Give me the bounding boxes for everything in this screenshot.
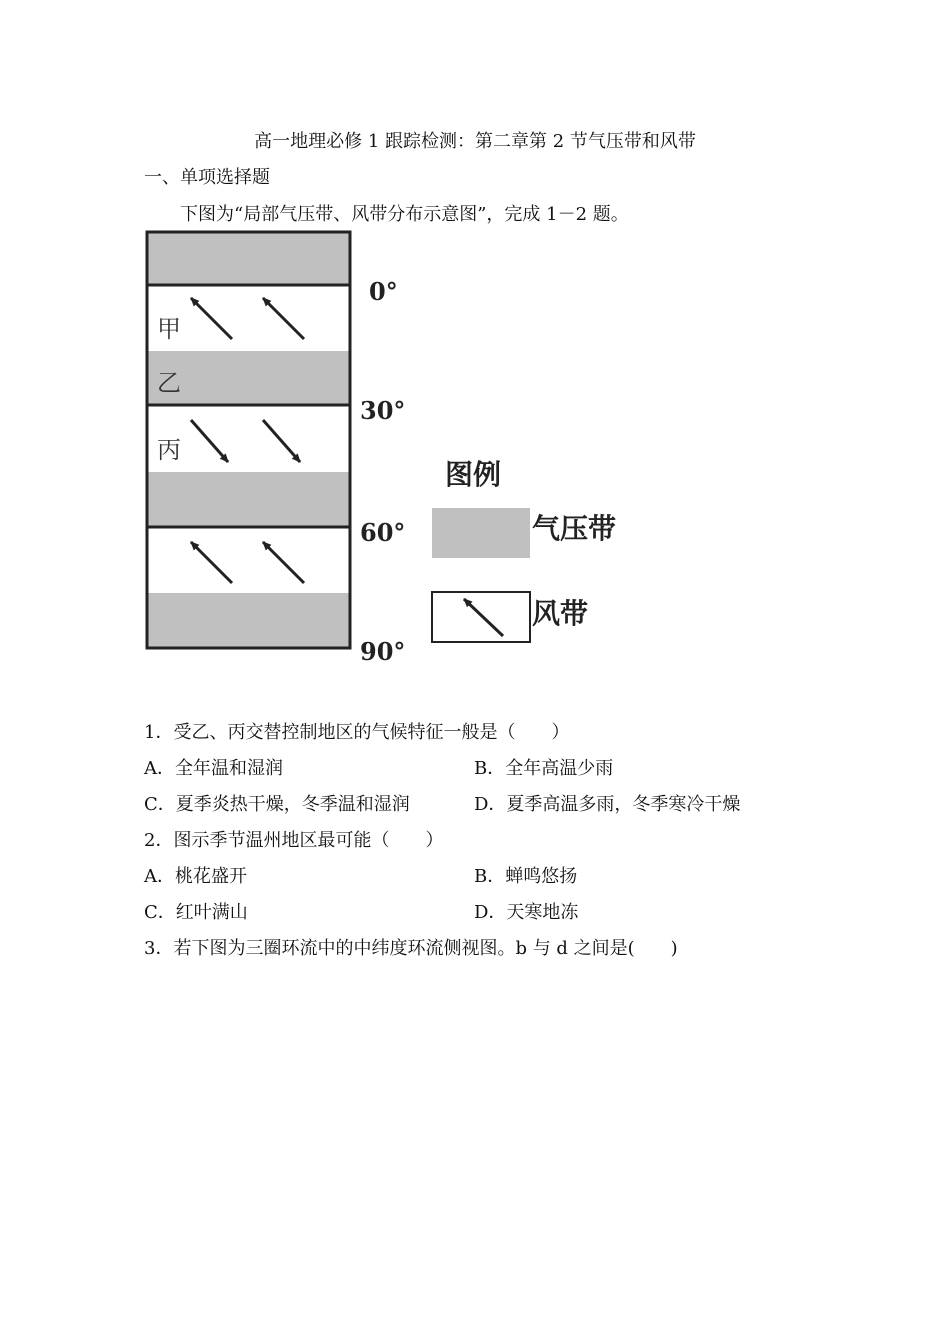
legend-pressure-swatch — [432, 508, 530, 558]
question-1-option-c: C．夏季炎热干燥，冬季温和湿润 — [144, 794, 410, 815]
figure-intro: 下图为“局部气压带、风带分布示意图”，完成 1－2 题。 — [180, 204, 629, 225]
question-3-stem: 3．若下图为三圈环流中的中纬度环流侧视图。b 与 d 之间是( ) — [144, 938, 678, 959]
wind-arrow-polar-1 — [191, 542, 232, 583]
legend-wind-label: 风带 — [532, 597, 589, 630]
wind-arrow-bing-1 — [191, 420, 228, 462]
question-2-stem: 2．图示季节温州地区最可能（ ） — [144, 830, 444, 851]
legend-pressure-label: 气压带 — [532, 512, 617, 545]
pressure-belt-polar — [147, 593, 350, 648]
question-2-option-b: B．蝉鸣悠扬 — [474, 866, 578, 887]
pressure-wind-belt-figure — [140, 225, 640, 665]
wind-arrow-jia-1 — [191, 298, 232, 339]
latitude-label-60: 60° — [360, 518, 406, 547]
wind-arrow-polar-2 — [263, 542, 304, 583]
zone-label-yi: 乙 — [157, 369, 181, 397]
latitude-label-30: 30° — [360, 396, 406, 425]
question-1-option-a: A．全年温和湿润 — [144, 758, 283, 779]
question-1-stem: 1．受乙、丙交替控制地区的气候特征一般是（ ） — [144, 722, 570, 743]
zone-label-bing: 丙 — [157, 436, 181, 464]
question-1-option-b: B．全年高温少雨 — [474, 758, 614, 779]
latitude-label-0: 0° — [369, 277, 398, 306]
pressure-belt-equatorial — [147, 232, 350, 285]
page-title: 高一地理必修 1 跟踪检测：第二章第 2 节气压带和风带 — [254, 131, 696, 152]
legend-title: 图例 — [445, 458, 502, 491]
question-1-option-d: D．夏季高温多雨，冬季寒冷干燥 — [474, 794, 741, 815]
wind-arrow-bing-2 — [263, 420, 300, 462]
question-2-option-d: D．天寒地冻 — [474, 902, 579, 923]
question-2-option-a: A．桃花盛开 — [144, 866, 247, 887]
zone-label-jia: 甲 — [157, 315, 181, 343]
wind-arrow-jia-2 — [263, 298, 304, 339]
section-heading: 一、单项选择题 — [144, 167, 270, 188]
pressure-belt-subpolar — [147, 472, 350, 527]
question-2-option-c: C．红叶满山 — [144, 902, 248, 923]
latitude-label-90: 90° — [360, 637, 406, 665]
